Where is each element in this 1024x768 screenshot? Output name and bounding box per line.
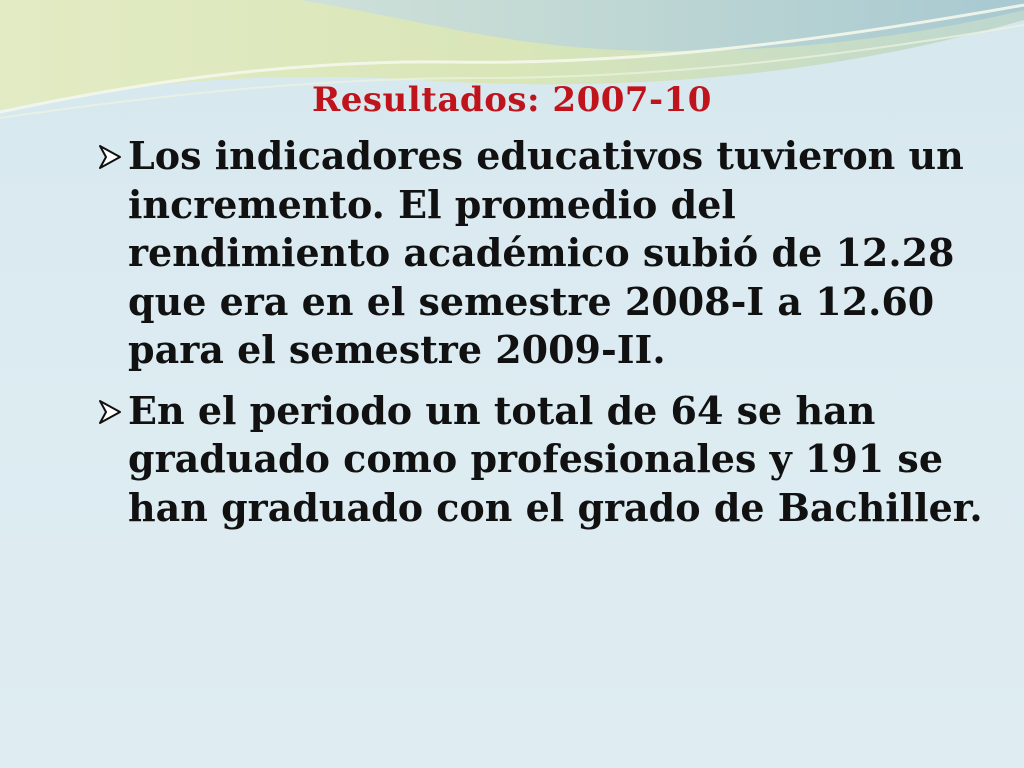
bullet-text: Los indicadores educativos tuvieron un incremento. El promedio del rendimiento académico subió de 12.28 que era en el semestre 2008-I a 12.60 para el semestre 2009-II. — [128, 133, 964, 372]
arrow-bullet-icon — [96, 399, 124, 425]
bullet-item — [96, 387, 996, 533]
bullet-list — [96, 132, 996, 544]
arrow-bullet-icon — [96, 144, 124, 170]
bullet-text: En el periodo un total de 64 se han graduado como profesionales y 191 se han graduado con el grado de Bachiller. — [128, 387, 983, 530]
slide-title: Resultados: 2007-10 — [312, 80, 712, 120]
bullet-item — [96, 132, 996, 375]
